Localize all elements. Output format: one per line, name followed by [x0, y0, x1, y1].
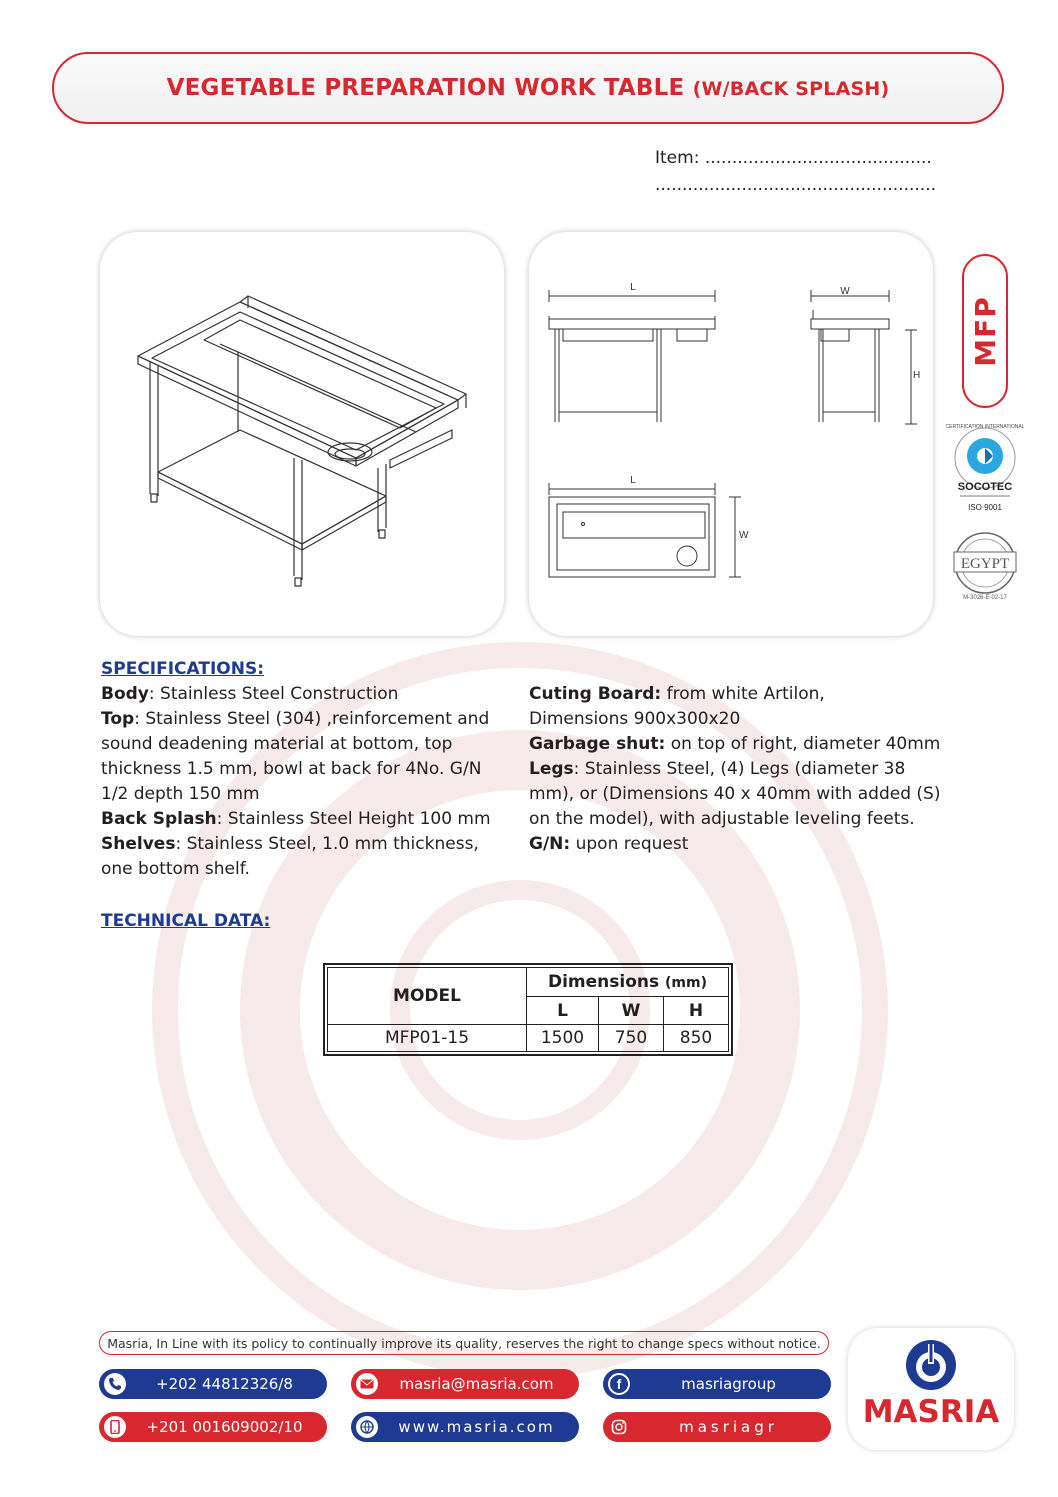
spec-body: Body: Stainless Steel Construction: [101, 684, 399, 704]
instagram-icon: [608, 1416, 630, 1438]
spec-gn: G/N: upon request: [529, 834, 689, 854]
spec-back-splash: Back Splash: Stainless Steel Height 100 mm: [101, 809, 491, 829]
table-isometric-drawing: [100, 232, 504, 636]
col-model-header: MODEL: [328, 968, 527, 1025]
technical-data-table: [327, 967, 729, 1052]
email-icon: [356, 1373, 378, 1395]
egypt-label: EGYPT: [960, 556, 1010, 572]
masria-logo-icon: [904, 1338, 958, 1392]
mobile-icon: [104, 1416, 126, 1438]
website-url: www.masria.com: [398, 1418, 555, 1436]
orthographic-views: [529, 232, 933, 636]
spec-top: Top: Stainless Steel (304) ,reinforcement and sound deadening material at bottom, top thickness 1.5 mm, bowl at back for 4No. G/N 1/2 depth 150 mm: [101, 709, 490, 804]
plan-length-label: L: [630, 475, 636, 486]
egypt-code: M-3026-E-02-17: [963, 595, 1007, 601]
page-title: VEGETABLE PREPARATION WORK TABLE (W/BACK SPLASH): [166, 75, 890, 101]
col-w-header: W: [599, 997, 664, 1025]
specs-right-column: [529, 682, 954, 857]
specifications-heading: SPECIFICATIONS:: [101, 659, 265, 679]
egypt-seal-badge: [948, 528, 1022, 602]
socotec-label: SOCOTEC: [957, 481, 1013, 493]
phone-number-2: +201 001609002/10: [146, 1418, 303, 1436]
cell-model: MFP01-15: [328, 1025, 527, 1052]
email-address: masria@masria.com: [399, 1375, 554, 1393]
iso-label: ISO 9001: [968, 503, 1002, 512]
item-field: Item: ..........................................: [655, 148, 932, 168]
item-field-line2: ....................................................: [655, 175, 936, 195]
spec-legs: Legs: Stainless Steel, (4) Legs (diameter 38 mm), or (Dimensions 40 x 40mm with added (S) on the model), with adjustable leveling feets.: [529, 759, 941, 829]
dimension-drawing-panel: [529, 232, 933, 636]
title-banner: [52, 52, 1004, 124]
globe-icon: [356, 1416, 378, 1438]
col-l-header: L: [527, 997, 599, 1025]
side-height-label: H: [913, 370, 921, 381]
socotec-certification-badge: [946, 422, 1024, 514]
email-pill[interactable]: [351, 1369, 579, 1399]
col-h-header: H: [664, 997, 729, 1025]
facebook-pill[interactable]: [603, 1369, 831, 1399]
masria-logo-text: MASRIA: [862, 1394, 1000, 1430]
technical-data-heading: TECHNICAL DATA:: [101, 911, 271, 931]
col-dimensions-header: Dimensions (mm): [527, 968, 729, 997]
facebook-handle: masriagroup: [681, 1375, 776, 1393]
socotec-top-text: CERTIFICATION INTERNATIONAL: [946, 424, 1024, 430]
technical-data-table-frame: [323, 963, 733, 1056]
facebook-icon: f: [608, 1373, 630, 1395]
instagram-pill[interactable]: [603, 1412, 831, 1442]
cell-l: 1500: [527, 1025, 599, 1052]
spec-shelves: Shelves: Stainless Steel, 1.0 mm thickness, one bottom shelf.: [101, 834, 479, 879]
phone-icon: [104, 1373, 126, 1395]
spec-garbage-shut: Garbage shut: on top of right, diameter 40mm: [529, 734, 941, 754]
cell-h: 850: [664, 1025, 729, 1052]
phone-number-1: +202 44812326/8: [156, 1375, 293, 1393]
mfp-badge: MFP: [962, 254, 1008, 408]
phone-pill-2[interactable]: [99, 1412, 327, 1442]
footer-notice: Masria, In Line with its policy to continually improve its quality, reserves the right to change specs without notice.: [99, 1331, 829, 1355]
cell-w: 750: [599, 1025, 664, 1052]
specs-left-column: [101, 682, 501, 882]
side-width-label: W: [840, 286, 850, 297]
plan-width-label: W: [739, 530, 749, 541]
product-illustration-panel: [100, 232, 504, 636]
website-pill[interactable]: [351, 1412, 579, 1442]
front-length-label: L: [630, 282, 636, 293]
instagram-handle: masriagr: [679, 1418, 778, 1436]
table-row: [328, 1025, 729, 1052]
spec-cutting-board: Cuting Board: from white Artilon, Dimensions 900x300x20: [529, 684, 825, 729]
phone-pill-1[interactable]: [99, 1369, 327, 1399]
masria-logo-box: [848, 1328, 1014, 1450]
